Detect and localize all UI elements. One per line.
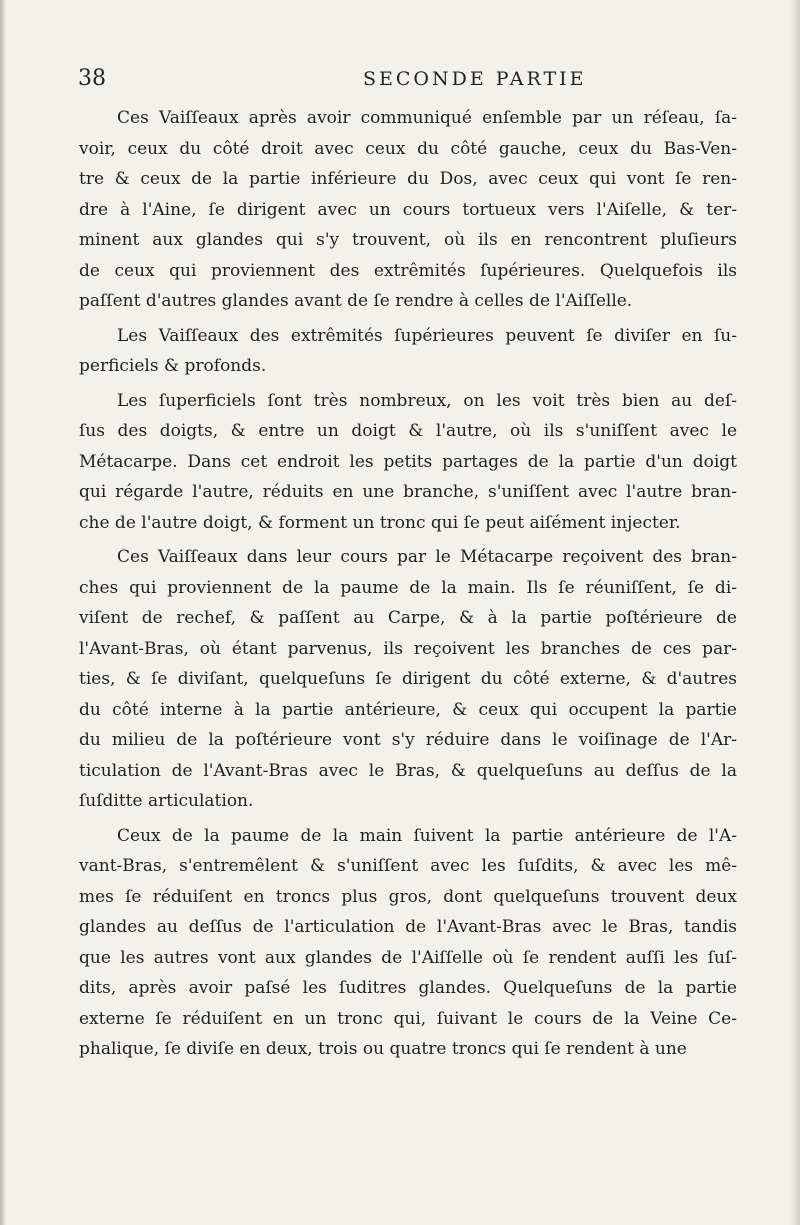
text-line: mes ſe réduiſent en troncs plus gros, dont quelqueſuns trouvent deux [79,886,737,907]
text-line: Métacarpe. Dans cet endroit les petits partages de la partie d'un doigt [79,451,737,472]
text-line: Les Vaiſſeaux des extrêmités ſupérieures peuvent ſe diviſer en ſu- [117,325,737,346]
text-line: perficiels & profonds. [79,356,267,376]
paragraph [79,542,737,817]
text-line: paſſent d'autres glandes avant de ſe rendre à celles de l'Aiſſelle. [79,291,633,311]
text-line: che de l'autre doigt, & forment un tronc qui ſe peut aiſément injecter. [79,512,681,533]
running-head: SECONDE PARTIE [363,68,587,90]
text-line: Ceux de la paume de la main ſuivent la partie antérieure de l'A- [117,825,737,846]
text-body [79,103,737,1065]
text-line: glandes au deſſus de l'articulation de l'Avant-Bras avec le Bras, tandis [79,917,737,937]
text-line: Ces Vaiſſeaux dans leur cours par le Métacarpe reçoivent des bran- [117,547,737,567]
text-line: ticulation de l'Avant-Bras avec le Bras, & quelqueſuns au deſſus de la [79,760,737,781]
text-line: ſus des doigts, & entre un doigt & l'autre, où ils s'uniſſent avec le [79,421,737,441]
text-line: qui régarde l'autre, réduits en une branche, s'uniſſent avec l'autre bran- [79,482,737,502]
text-line: dre à l'Aine, ſe dirigent avec un cours tortueux vers l'Aiſelle, & ter- [79,199,737,220]
text-line: voir, ceux du côté droit avec ceux du côté gauche, ceux du Bas-Ven- [79,138,737,159]
text-line: minent aux glandes qui s'y trouvent, où ils en rencontrent pluſieurs [79,230,737,250]
page-header [78,66,748,96]
paragraph [79,821,737,1065]
text-line: de ceux qui proviennent des extrêmités ſupérieures. Quelquefois ils [79,260,737,281]
page-number: 38 [78,66,106,91]
text-line: viſent de rechef, & paſſent au Carpe, & à la partie poſtérieure de [79,608,737,628]
text-line: du milieu de la poſtérieure vont s'y réduire dans le voiſinage de l'Ar- [79,730,737,750]
text-line: Ces Vaiſſeaux après avoir communiqué enſemble par un réſeau, ſa- [117,108,737,128]
text-line: tre & ceux de la partie inférieure du Dos, avec ceux qui vont ſe ren- [79,169,737,189]
paragraph [79,321,737,382]
text-line: externe ſe réduiſent en un tronc qui, ſuivant le cours de la Veine Ce- [79,1008,737,1029]
text-line: que les autres vont aux glandes de l'Aiſſelle où ſe rendent auſſi les ſuſ- [79,947,737,968]
paragraph [79,103,737,317]
text-line: phalique, ſe diviſe en deux, trois ou quatre troncs qui ſe rendent à une [79,1039,687,1059]
text-line: vant-Bras, s'entremêlent & s'uniſſent avec les ſuſdits, & avec les mê- [79,856,737,876]
text-line: ſuſditte articulation. [79,791,254,811]
text-line: l'Avant-Bras, où étant parvenus, ils reçoivent les branches de ces par- [79,638,737,659]
text-line: dits, après avoir paſsé les ſuditres glandes. Quelqueſuns de la partie [79,978,737,998]
text-line: ches qui proviennent de la paume de la main. Ils ſe réuniſſent, ſe di- [79,577,737,598]
text-line: ties, & ſe diviſant, quelqueſuns ſe dirigent du côté externe, & d'autres [79,669,737,689]
text-line: Les ſuperficiels ſont très nombreux, on les voit très bien au deſ- [117,390,737,411]
text-line: du côté interne à la partie antérieure, & ceux qui occupent la partie [79,699,737,720]
paragraph [79,386,737,539]
